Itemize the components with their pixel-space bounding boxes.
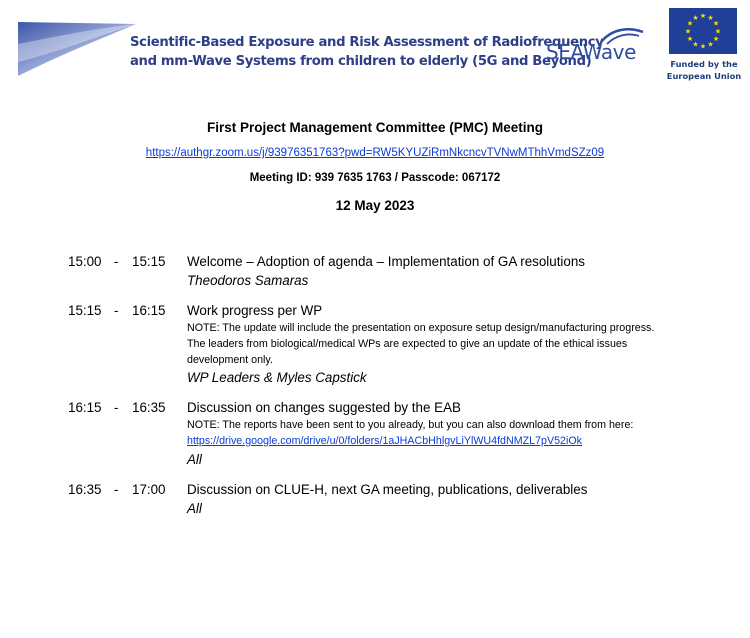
eu-funding-text — [665, 58, 743, 82]
agenda-note-line: development only. — [187, 354, 273, 366]
svg-text:★: ★ — [712, 35, 720, 43]
agenda-note-line: NOTE: The update will include the presentation on exposure setup design/manufacturing progress. — [187, 322, 655, 334]
svg-text:★: ★ — [707, 14, 714, 22]
agenda-end-time: 16:35 — [132, 400, 166, 415]
agenda-item-note — [187, 320, 654, 368]
seawave-wave-icon — [599, 26, 645, 46]
eu-funding-line-1: Funded by the — [670, 59, 738, 69]
agenda-item-title: Discussion on CLUE-H, next GA meeting, publications, deliverables — [187, 482, 588, 497]
agenda-time-separator: - — [114, 254, 119, 269]
agenda-start-time: 16:15 — [68, 400, 102, 415]
agenda-item-presenter: All — [187, 501, 202, 516]
agenda-start-time: 16:35 — [68, 482, 102, 497]
agenda-item-presenter: Theodoros Samaras — [187, 273, 309, 288]
svg-text:★: ★ — [692, 40, 699, 49]
agenda-item-title: Welcome – Adoption of agenda – Implementation of GA resolutions — [187, 254, 585, 269]
zoom-meeting-link[interactable]: https://authgr.zoom.us/j/93976351763?pwd=RW5KYUZiRmNkcncvTVNwMThhVmdSZz09 — [145, 147, 605, 159]
agenda-end-time: 15:15 — [132, 254, 166, 269]
svg-text:★: ★ — [699, 42, 707, 51]
agenda-time-separator: - — [114, 400, 119, 415]
agenda-note-line: The leaders from biological/medical WPs are expected to give an update of the ethical issues — [187, 338, 628, 350]
agenda-start-time: 15:00 — [68, 254, 102, 269]
svg-text:★: ★ — [692, 14, 699, 22]
agenda-item-note — [187, 417, 633, 449]
svg-text:★: ★ — [712, 19, 720, 28]
svg-text:★: ★ — [686, 19, 694, 28]
header-swoosh-graphic — [18, 22, 138, 80]
agenda-item-title: Work progress per WP — [187, 303, 323, 318]
project-title-line-1: Scientific-Based Exposure and Risk Assessment of Radiofrequency — [130, 35, 604, 50]
svg-text:★: ★ — [699, 12, 707, 20]
meeting-title: First Project Management Committee (PMC) Meeting — [206, 120, 544, 135]
agenda-time-separator: - — [114, 303, 119, 318]
svg-text:★: ★ — [714, 27, 722, 36]
svg-text:★: ★ — [707, 40, 714, 49]
agenda-end-time: 16:15 — [132, 303, 166, 318]
eu-flag-icon — [669, 8, 737, 54]
meeting-id-passcode: Meeting ID: 939 7635 1763 / Passcode: 067172 — [249, 172, 501, 184]
eab-reports-link[interactable]: https://drive.google.com/drive/u/0/folders/1aJHACbHhlgvLiYlWU4fdNMZL7pV52iOk — [187, 435, 583, 447]
svg-text:★: ★ — [684, 27, 692, 36]
agenda-time-separator: - — [114, 482, 119, 497]
svg-text:★: ★ — [686, 35, 694, 43]
eu-funding-line-2: European Union — [666, 71, 742, 81]
project-title-line-2: and mm-Wave Systems from children to elderly (5G and Beyond) — [130, 54, 592, 69]
agenda-item-title: Discussion on changes suggested by the EAB — [187, 400, 461, 415]
agenda-start-time: 15:15 — [68, 303, 102, 318]
agenda-note-line: NOTE: The reports have been sent to you already, but you can also download them from here: — [187, 419, 634, 431]
seawave-logo-text: SEAWave — [546, 40, 637, 64]
agenda-item-presenter: WP Leaders & Myles Capstick — [187, 370, 367, 385]
agenda-item-presenter: All — [187, 452, 202, 467]
meeting-date: 12 May 2023 — [335, 198, 415, 213]
agenda-end-time: 17:00 — [132, 482, 166, 497]
